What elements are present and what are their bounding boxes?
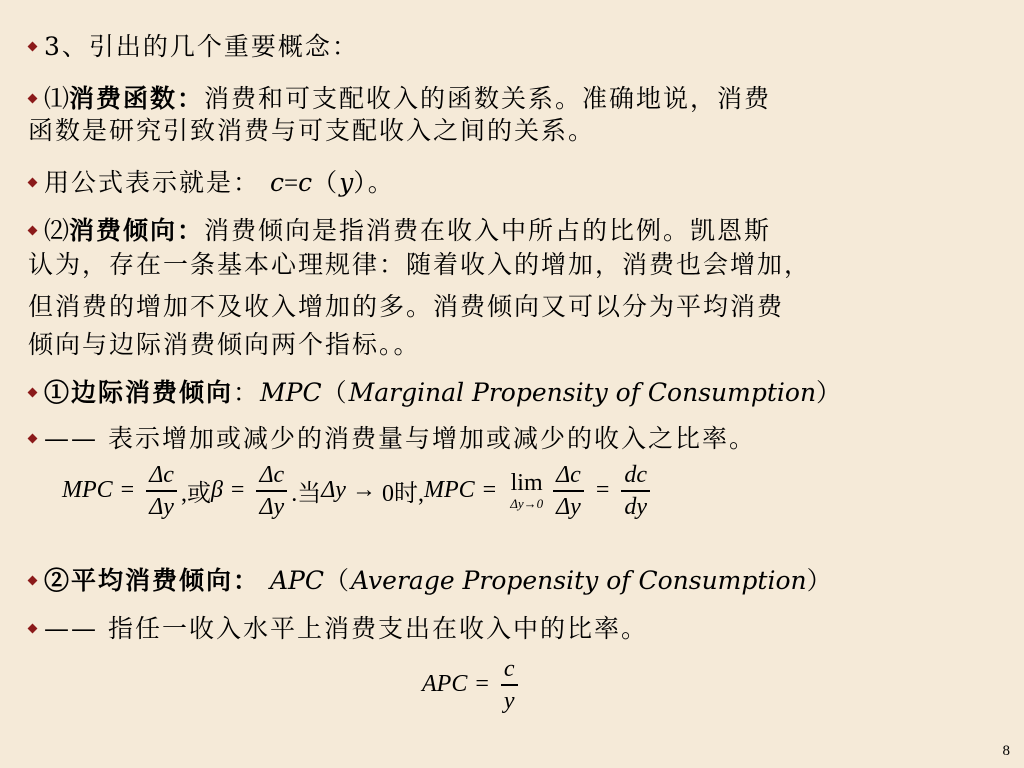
lim-subscript: Δy→0	[510, 496, 544, 512]
lim-operator: lim	[510, 470, 543, 497]
numerator: Δc	[149, 462, 174, 488]
denominator: Δy	[259, 493, 285, 520]
term-label: ①边际消费倾向	[44, 378, 234, 407]
fraction	[621, 460, 650, 522]
apc-definition-line	[28, 608, 648, 650]
math-var: APC	[422, 671, 468, 698]
numerator: c	[503, 656, 515, 682]
diamond-bullet-icon	[28, 226, 38, 236]
definition-text: 函数是研究引致消费与可支配收入之间的关系。	[28, 116, 596, 145]
denominator: Δy	[149, 493, 174, 520]
math-op: =	[230, 477, 245, 504]
math-var: β	[210, 477, 223, 504]
formula-intro: 用公式表示就是：	[44, 168, 261, 197]
continuation-line	[28, 324, 421, 366]
definition-text: 认为，存在一条基本心理规律：随着收入的增加，消费也会增加，	[28, 250, 812, 279]
numerator: Δc	[556, 462, 581, 488]
apc-heading-line	[28, 560, 834, 602]
term-label: ②平均消费倾向：	[44, 566, 261, 595]
term-label: 消费倾向：	[69, 216, 205, 245]
mpc-heading-line	[28, 372, 843, 414]
limit	[510, 470, 543, 511]
diamond-bullet-icon	[28, 434, 38, 444]
item-number: ⑵	[44, 218, 70, 245]
math-op: =	[283, 170, 299, 197]
math-paren: ）。	[353, 168, 395, 197]
numerator: Δc	[259, 462, 285, 488]
diamond-bullet-icon	[28, 576, 38, 586]
apc-formula	[422, 654, 522, 716]
paren: ）	[806, 566, 834, 595]
fraction	[553, 460, 584, 522]
fraction	[256, 460, 287, 522]
abbreviation: APC	[269, 566, 324, 595]
denominator: dy	[624, 493, 648, 520]
math-op: =	[595, 477, 610, 504]
arrow-icon: →	[351, 477, 376, 504]
term-label: 消费函数：	[69, 84, 205, 113]
numerator: dc	[624, 462, 648, 488]
math-var: MPC	[423, 477, 475, 504]
diamond-bullet-icon	[28, 178, 38, 188]
definition-text: 消费倾向是指消费在收入中所占的比例。凯恩斯	[204, 216, 772, 245]
fraction	[501, 654, 518, 716]
paren: （	[321, 378, 349, 407]
diamond-bullet-icon	[28, 94, 38, 104]
math-op: =	[482, 477, 497, 504]
continuation-line	[28, 286, 784, 328]
math-op: =	[475, 671, 489, 698]
paren: ）	[816, 378, 844, 407]
math-paren: （	[312, 168, 340, 197]
continuation-line	[28, 110, 595, 152]
diamond-bullet-icon	[28, 42, 38, 52]
dash: ——	[44, 614, 98, 643]
formula-text-line	[28, 162, 395, 205]
heading-text: 3、引出的几个重要概念：	[44, 32, 359, 61]
diamond-bullet-icon	[28, 388, 38, 398]
math-var: Δy	[321, 477, 346, 504]
definition-text: 但消费的增加不及收入增加的多。消费倾向又可以分为平均消费	[28, 292, 785, 321]
page-number: 8	[1002, 743, 1010, 759]
continuation-line	[28, 244, 811, 286]
item-number: ⑴	[44, 86, 70, 113]
dash: ——	[44, 424, 98, 453]
mpc-definition-line	[28, 418, 756, 460]
paren: （	[323, 566, 351, 595]
denominator: Δy	[556, 493, 581, 520]
math-text: 0时,	[381, 481, 424, 508]
math-text: .当	[291, 481, 322, 508]
definition-text: 指任一收入水平上消费支出在收入中的比率。	[107, 614, 648, 643]
mpc-formula	[62, 460, 654, 522]
denominator: y	[503, 687, 515, 714]
english-term: Average Propensity of Consumption	[351, 566, 807, 595]
math-var: y	[339, 168, 354, 197]
math-op: =	[120, 477, 135, 504]
definition-text: 表示增加或减少的消费量与增加或减少的收入之比率。	[107, 424, 756, 453]
math-var: MPC	[62, 477, 113, 504]
math-var: c	[298, 168, 313, 197]
definition-text: 消费和可支配收入的函数关系。准确地说，消费	[204, 84, 772, 113]
colon: ：	[233, 378, 261, 407]
definition-text: 倾向与边际消费倾向两个指标。。	[28, 330, 421, 359]
diamond-bullet-icon	[28, 624, 38, 634]
abbreviation: MPC	[260, 378, 322, 407]
fraction	[146, 460, 177, 522]
heading-line	[28, 26, 359, 68]
english-term: Marginal Propensity of Consumption	[348, 378, 817, 407]
math-var: c	[269, 168, 284, 197]
math-text: ,或	[180, 481, 211, 508]
